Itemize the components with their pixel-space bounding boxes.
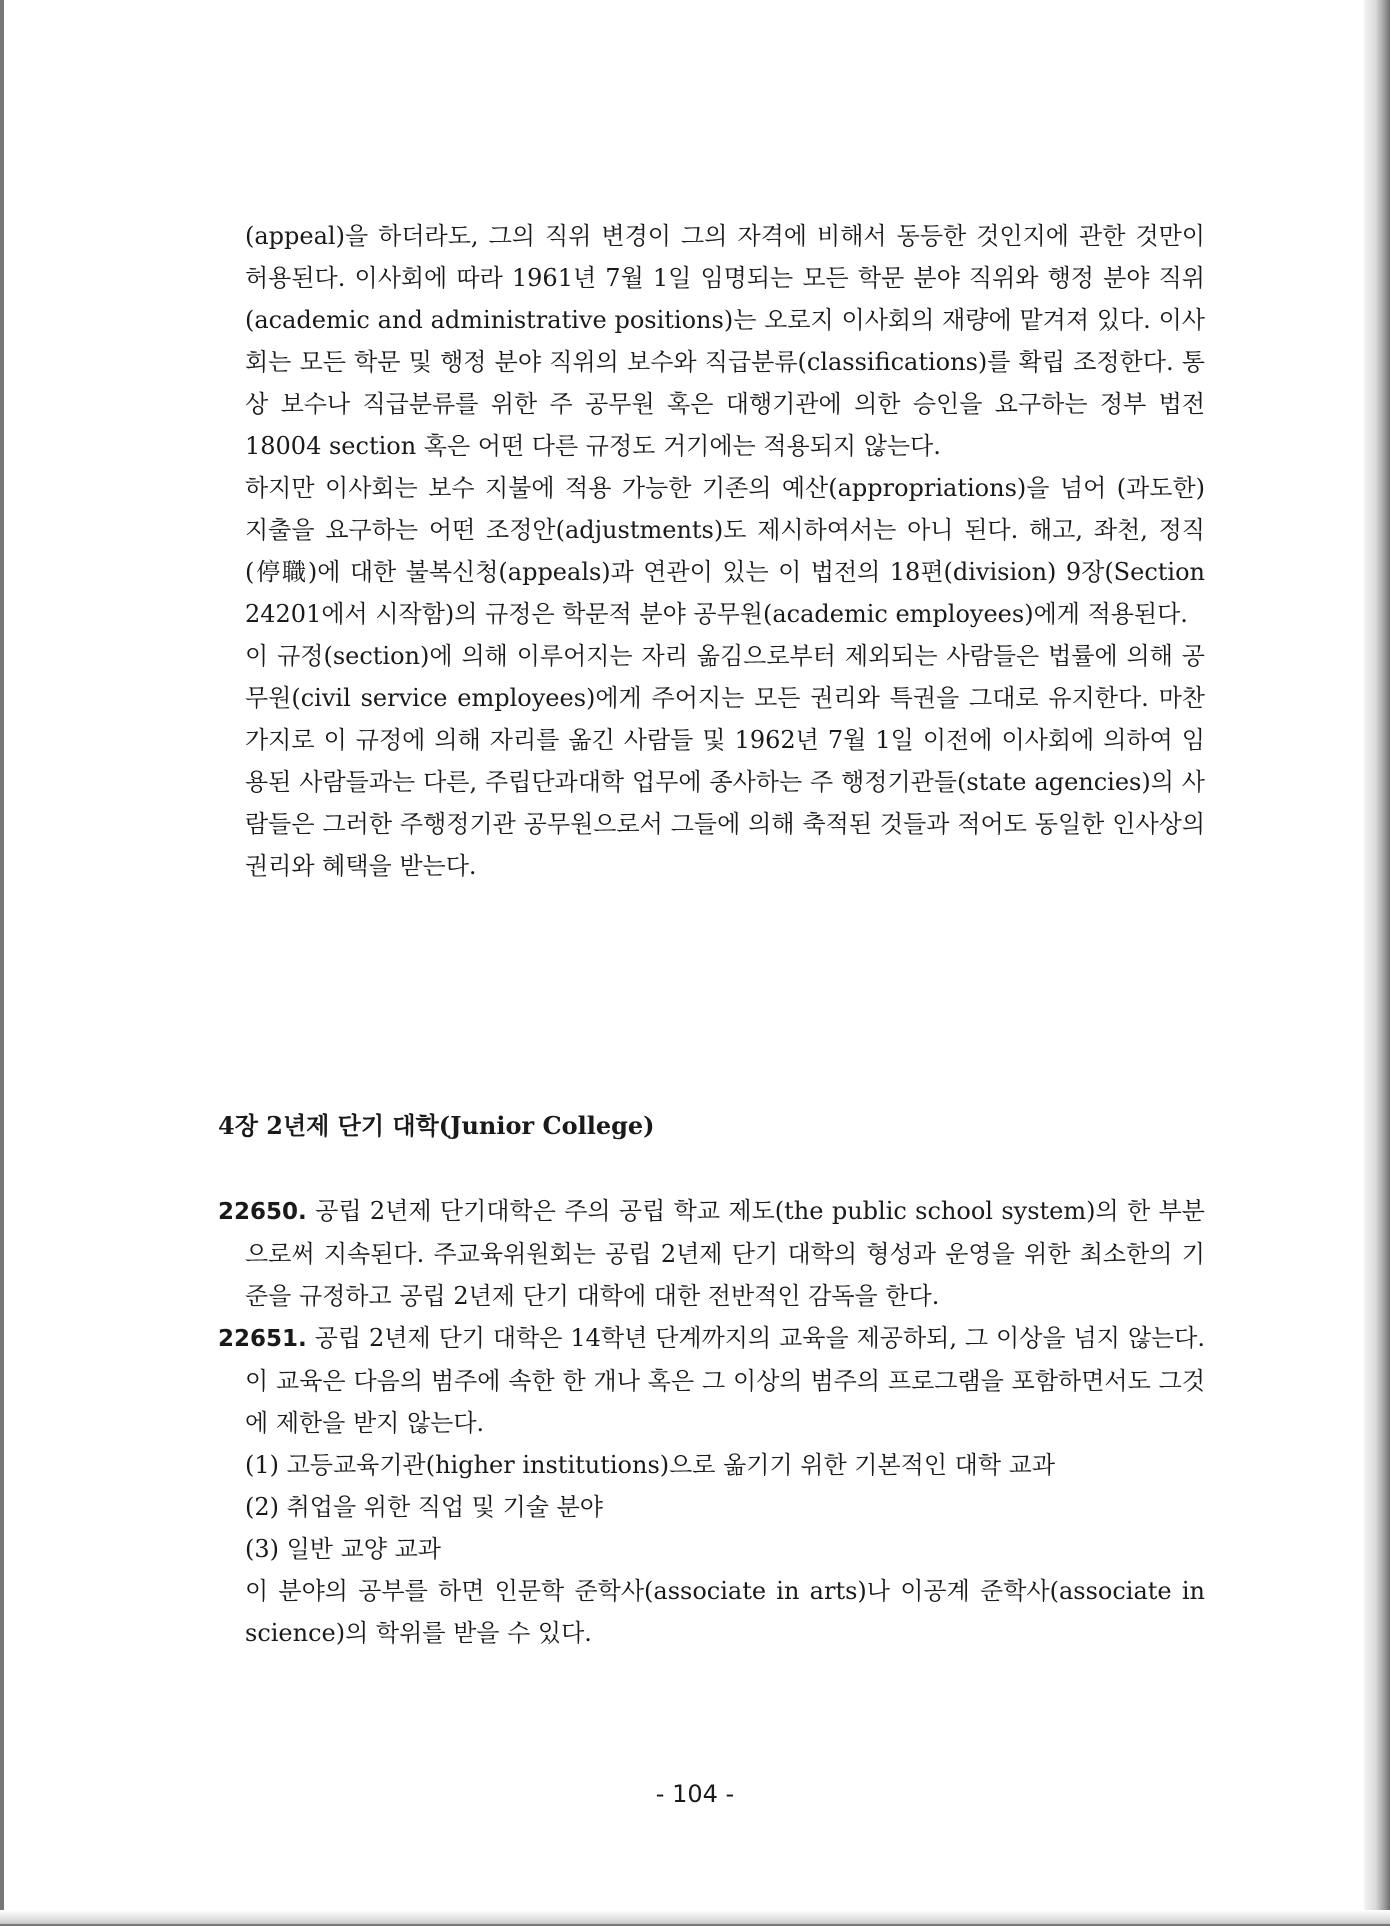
article-22651 xyxy=(218,1317,1205,1444)
closing-text: 이 분야의 공부를 하면 인문학 준학사(associate in arts)나 이공계 준학사(associate in science)의 학위를 받을 수 있다. xyxy=(245,1577,1205,1647)
paragraph-3: 이 규정(section)에 의해 이루어지는 자리 옮김으로부터 제외되는 사람들은 법률에 의해 공무원(civil service employees)에게 주어지는 모든 권리와 특권을 그대로 유지한다. 마찬가지로 이 규정에 의해 자리를 옮긴 사람들 및 1962년 7월 1일 이전에 이사회에 의하여 임용된 사람들과는 다른, 주립단과대학 업무에 종사하는 주 행정기관들(state agencies)의 사람들은 그러한 주행정기관 공무원으로서 그들에 의해 축적된 것들과 적어도 동일한 인사상의 권리와 혜택을 받는다. xyxy=(245,642,1205,880)
article-number: 22650. xyxy=(218,1199,307,1225)
page-left-edge xyxy=(0,0,4,1926)
paragraph-1: (appeal)을 하더라도, 그의 직위 변경이 그의 자격에 비해서 동등한 것인지에 관한 것만이 허용된다. 이사회에 따라 1961년 7월 1일 임명되는 모든 학문 분야 직위와 행정 분야 직위(academic and administrative positions)는 오로지 이사회의 재량에 맡겨져 있다. 이사회는 모든 학문 및 행정 분야 직위의 보수와 직급분류(classifications)를 확립 조정한다. 통상 보수나 직급분류를 위한 주 공무원 혹은 대행기관에 의한 승인을 요구하는 정부 법전 18004 section 혹은 어떤 다른 규정도 거기에는 적용되지 않는다. xyxy=(245,222,1205,460)
article-22650 xyxy=(218,1190,1205,1317)
articles-block xyxy=(218,1190,1205,1654)
chapter-heading: 4장 2년제 단기 대학(Junior College) xyxy=(218,1111,655,1140)
list-item-3: (3) 일반 교양 교과 xyxy=(245,1535,441,1563)
list-item-2: (2) 취업을 위한 직업 및 기술 분야 xyxy=(245,1493,603,1521)
page-right-shadow xyxy=(1364,0,1390,1926)
list-item-1: (1) 고등교육기관(higher institutions)으로 옮기기 위한 기본적인 대학 교과 xyxy=(245,1451,1056,1479)
article-text: 공립 2년제 단기 대학은 14학년 단계까지의 교육을 제공하되, 그 이상을 넘지 않는다. 이 교육은 다음의 범주에 속한 한 개나 혹은 그 이상의 범주의 프로그램을 포함하면서도 그것에 제한을 받지 않는다. xyxy=(245,1324,1205,1437)
paragraph-2: 하지만 이사회는 보수 지불에 적용 가능한 기존의 예산(appropriations)을 넘어 (과도한) 지출을 요구하는 어떤 조정안(adjustments)도 제시하여서는 아니 된다. 해고, 좌천, 정직(停職)에 대한 불복신청(appeals)과 연관이 있는 이 법전의 18편(division) 9장(Section 24201에서 시작함)의 규정은 학문적 분야 공무원(academic employees)에게 적용된다. xyxy=(245,474,1205,628)
article-text: 공립 2년제 단기대학은 주의 공립 학교 제도(the public school system)의 한 부분으로써 지속된다. 주교육위원회는 공립 2년제 단기 대학의 형성과 운영을 위한 최소한의 기준을 규정하고 공립 2년제 단기 대학에 대한 전반적인 감독을 한다. xyxy=(245,1197,1205,1310)
page-number: - 104 - xyxy=(655,1780,735,1808)
article-number: 22651. xyxy=(218,1326,307,1352)
body-text-block xyxy=(245,215,1205,887)
